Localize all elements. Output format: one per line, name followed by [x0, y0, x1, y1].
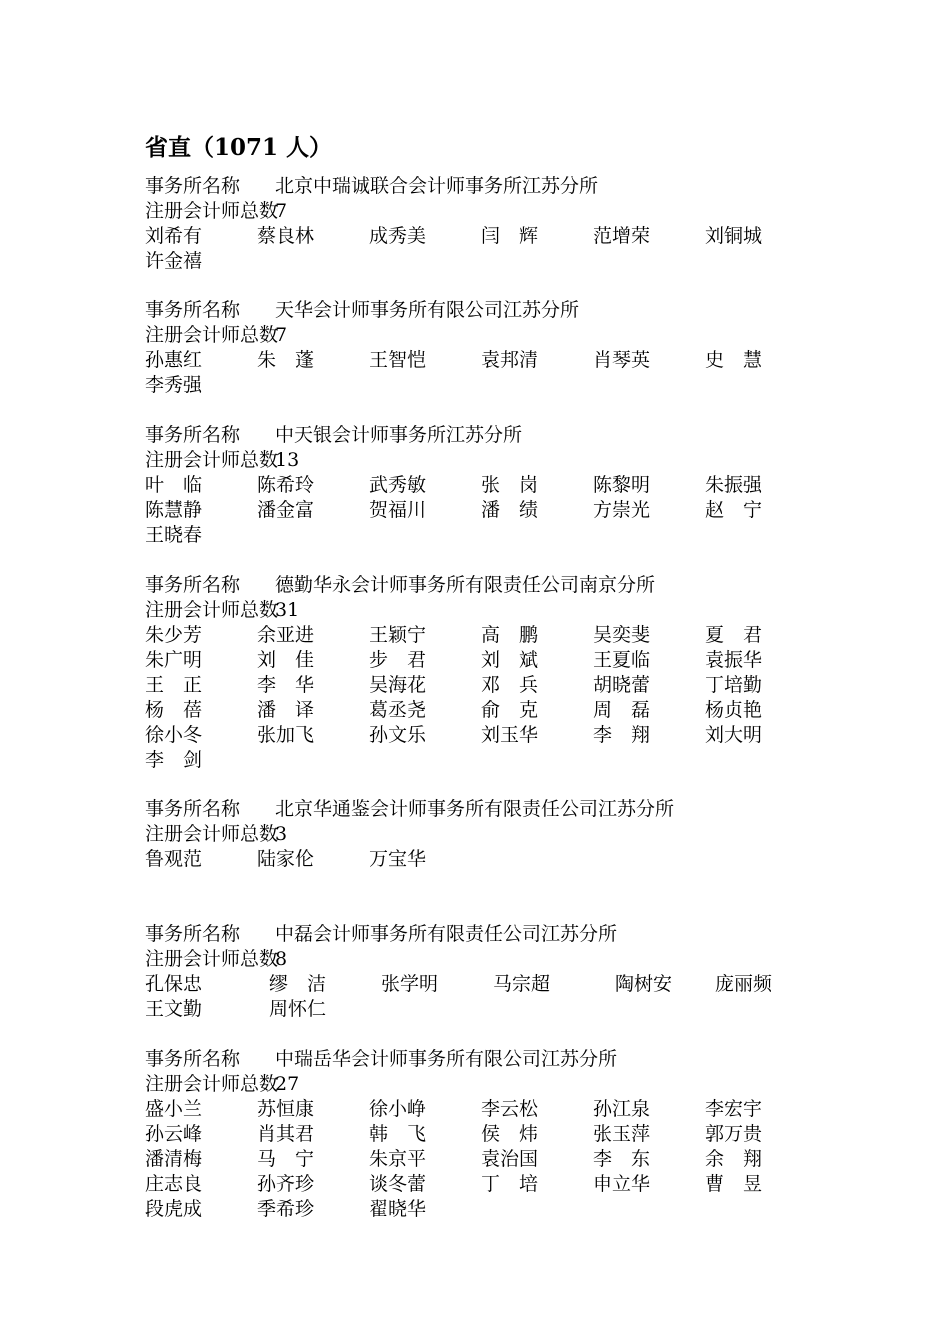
- accountant-name: 刘玉华: [481, 724, 539, 746]
- accountant-name: 李云松: [481, 1098, 539, 1120]
- accountant-name: 盛小兰: [145, 1098, 203, 1120]
- accountant-name: 侯 炜: [481, 1123, 539, 1145]
- firm-name-label: 事务所名称: [145, 798, 241, 820]
- firm-name: 中磊会计师事务所有限责任公司江苏分所: [275, 923, 618, 945]
- name-row: [145, 1172, 845, 1197]
- accountant-name: 王智恺: [369, 349, 427, 371]
- accountant-name: 鲁观范: [145, 848, 203, 870]
- accountant-name: 王晓春: [145, 524, 203, 546]
- cpa-count: 31: [275, 599, 300, 621]
- accountant-name: 谈冬蕾: [369, 1173, 427, 1195]
- name-row: [145, 498, 845, 523]
- name-row: [145, 473, 845, 498]
- accountant-name: 武秀敏: [369, 474, 427, 496]
- cpa-count: 7: [275, 200, 288, 222]
- accountant-name: 马宗超: [493, 973, 551, 995]
- accountant-name: 周怀仁: [269, 998, 327, 1020]
- cpa-count: 13: [275, 449, 300, 471]
- name-row: [145, 523, 845, 548]
- accountant-name: 夏 君: [705, 624, 763, 646]
- name-row: [145, 673, 845, 698]
- name-row: [145, 847, 845, 872]
- accountant-name: 孙齐珍: [257, 1173, 315, 1195]
- accountant-name: 孙江泉: [593, 1098, 651, 1120]
- firm-name-label: 事务所名称: [145, 1048, 241, 1070]
- name-row: [145, 249, 845, 274]
- cpa-count-line: [145, 448, 845, 473]
- cpa-count-label: 注册会计师总数: [145, 449, 279, 471]
- accountant-name: 邓 兵: [481, 674, 539, 696]
- accountant-name: 李秀强: [145, 374, 203, 396]
- accountant-name: 张学明: [381, 973, 439, 995]
- firm-name-line: [145, 1047, 845, 1072]
- accountant-name: 陶树安: [615, 973, 673, 995]
- accountant-name: 孔保忠: [145, 973, 203, 995]
- accountant-name: 郭万贵: [705, 1123, 763, 1145]
- name-row: [145, 723, 845, 748]
- name-row: [145, 748, 845, 773]
- firm-name-line: [145, 797, 845, 822]
- name-row: [145, 623, 845, 648]
- accountant-name: 贺福川: [369, 499, 427, 521]
- cpa-count-label: 注册会计师总数: [145, 948, 279, 970]
- accountant-name: 李 华: [257, 674, 315, 696]
- accountant-name: 陈黎明: [593, 474, 651, 496]
- firm-name: 天华会计师事务所有限公司江苏分所: [275, 299, 580, 321]
- accountant-name: 段虎成: [145, 1198, 203, 1220]
- accountant-name: 潘金富: [257, 499, 315, 521]
- accountant-name: 张加飞: [257, 724, 315, 746]
- firm-name-label: 事务所名称: [145, 424, 241, 446]
- cpa-count-line: [145, 822, 845, 847]
- accountant-name: 刘希有: [145, 225, 203, 247]
- accountant-name: 陈希玲: [257, 474, 315, 496]
- cpa-count: 8: [275, 948, 288, 970]
- accountant-name: 马 宁: [257, 1148, 315, 1170]
- accountant-name: 朱京平: [369, 1148, 427, 1170]
- firm-block: [145, 174, 845, 274]
- name-row: [145, 1097, 845, 1122]
- accountant-name: 张 岗: [481, 474, 539, 496]
- accountant-name: 闫 辉: [481, 225, 539, 247]
- accountant-name: 王夏临: [593, 649, 651, 671]
- accountant-name: 杨 蓓: [145, 699, 203, 721]
- accountant-name: 王 正: [145, 674, 203, 696]
- accountant-name: 刘 斌: [481, 649, 539, 671]
- accountant-name: 王颖宁: [369, 624, 427, 646]
- accountant-name: 袁振华: [705, 649, 763, 671]
- firm-name: 北京中瑞诚联合会计师事务所江苏分所: [275, 175, 599, 197]
- firm-block: [145, 1047, 845, 1222]
- accountant-name: 季希珍: [257, 1198, 315, 1220]
- firm-block: [145, 922, 845, 1022]
- cpa-count-label: 注册会计师总数: [145, 324, 279, 346]
- accountant-name: 陆家伦: [257, 848, 315, 870]
- accountant-name: 赵 宁: [705, 499, 763, 521]
- accountant-name: 吴海花: [369, 674, 427, 696]
- accountant-name: 曹 昱: [705, 1173, 763, 1195]
- accountant-name: 刘大明: [705, 724, 763, 746]
- accountant-name: 俞 克: [481, 699, 539, 721]
- firm-name: 德勤华永会计师事务所有限责任公司南京分所: [275, 574, 656, 596]
- accountant-name: 方崇光: [593, 499, 651, 521]
- cpa-count-line: [145, 598, 845, 623]
- accountant-name: 潘 译: [257, 699, 315, 721]
- accountant-name: 陈慧静: [145, 499, 203, 521]
- firm-name-line: [145, 423, 845, 448]
- accountant-name: 王文勤: [145, 998, 203, 1020]
- firm-name-label: 事务所名称: [145, 923, 241, 945]
- firm-name-line: [145, 573, 845, 598]
- accountant-name: 张玉萍: [593, 1123, 651, 1145]
- accountant-name: 步 君: [369, 649, 427, 671]
- firm-block: [145, 797, 845, 872]
- firm-name-label: 事务所名称: [145, 175, 241, 197]
- cpa-count-line: [145, 199, 845, 224]
- accountant-name: 缪 洁: [269, 973, 327, 995]
- firm-name-line: [145, 922, 845, 947]
- accountant-name: 成秀美: [369, 225, 427, 247]
- accountant-name: 周 磊: [593, 699, 651, 721]
- accountant-name: 苏恒康: [257, 1098, 315, 1120]
- firm-name-label: 事务所名称: [145, 574, 241, 596]
- accountant-name: 胡晓蕾: [593, 674, 651, 696]
- name-row: [145, 1147, 845, 1172]
- firm-name-line: [145, 298, 845, 323]
- accountant-name: 李 东: [593, 1148, 651, 1170]
- accountant-name: 丁 培: [481, 1173, 539, 1195]
- cpa-count-label: 注册会计师总数: [145, 823, 279, 845]
- accountant-name: 杨贞艳: [705, 699, 763, 721]
- accountant-name: 肖琴英: [593, 349, 651, 371]
- accountant-name: 李 翔: [593, 724, 651, 746]
- cpa-count: 27: [275, 1073, 300, 1095]
- accountant-name: 朱 蓬: [257, 349, 315, 371]
- name-row: [145, 348, 845, 373]
- accountant-name: 余 翔: [705, 1148, 763, 1170]
- section-heading: 省直（1071 人）: [145, 134, 333, 161]
- accountant-name: 孙云峰: [145, 1123, 203, 1145]
- name-row: [145, 1197, 845, 1222]
- accountant-name: 许金禧: [145, 250, 203, 272]
- accountant-name: 吴奕斐: [593, 624, 651, 646]
- accountant-name: 翟晓华: [369, 1198, 427, 1220]
- name-row: [145, 972, 845, 997]
- firm-block: [145, 298, 845, 398]
- firm-block: [145, 573, 845, 773]
- accountant-name: 李 剑: [145, 749, 203, 771]
- accountant-name: 孙惠红: [145, 349, 203, 371]
- cpa-count-label: 注册会计师总数: [145, 599, 279, 621]
- accountant-name: 范增荣: [593, 225, 651, 247]
- accountant-name: 余亚进: [257, 624, 315, 646]
- accountant-name: 袁治国: [481, 1148, 539, 1170]
- name-row: [145, 997, 845, 1022]
- cpa-count-label: 注册会计师总数: [145, 1073, 279, 1095]
- accountant-name: 朱振强: [705, 474, 763, 496]
- accountant-name: 韩 飞: [369, 1123, 427, 1145]
- name-row: [145, 373, 845, 398]
- firm-name: 北京华通鉴会计师事务所有限责任公司江苏分所: [275, 798, 675, 820]
- accountant-name: 高 鹏: [481, 624, 539, 646]
- name-row: [145, 1122, 845, 1147]
- name-row: [145, 224, 845, 249]
- accountant-name: 刘 佳: [257, 649, 315, 671]
- accountant-name: 史 慧: [705, 349, 763, 371]
- firm-name-label: 事务所名称: [145, 299, 241, 321]
- firm-block: [145, 423, 845, 548]
- accountant-name: 朱少芳: [145, 624, 203, 646]
- accountant-name: 万宝华: [369, 848, 427, 870]
- firm-name: 中天银会计师事务所江苏分所: [275, 424, 523, 446]
- accountant-name: 潘清梅: [145, 1148, 203, 1170]
- accountant-name: 葛丞尧: [369, 699, 427, 721]
- accountant-name: 朱广明: [145, 649, 203, 671]
- accountant-name: 潘 绩: [481, 499, 539, 521]
- cpa-count-line: [145, 947, 845, 972]
- accountant-name: 申立华: [593, 1173, 651, 1195]
- cpa-count-line: [145, 323, 845, 348]
- cpa-count-label: 注册会计师总数: [145, 200, 279, 222]
- cpa-count: 3: [275, 823, 288, 845]
- accountant-name: 孙文乐: [369, 724, 427, 746]
- accountant-name: 丁培勤: [705, 674, 763, 696]
- accountant-name: 徐小冬: [145, 724, 203, 746]
- name-row: [145, 648, 845, 673]
- accountant-name: 袁邦清: [481, 349, 539, 371]
- accountant-name: 庞丽频: [715, 973, 773, 995]
- accountant-name: 肖其君: [257, 1123, 315, 1145]
- accountant-name: 蔡良林: [257, 225, 315, 247]
- cpa-count-line: [145, 1072, 845, 1097]
- firm-name-line: [145, 174, 845, 199]
- cpa-count: 7: [275, 324, 288, 346]
- accountant-name: 刘铜城: [705, 225, 763, 247]
- accountant-name: 庄志良: [145, 1173, 203, 1195]
- name-row: [145, 698, 845, 723]
- accountant-name: 叶 临: [145, 474, 203, 496]
- accountant-name: 徐小峥: [369, 1098, 427, 1120]
- firm-name: 中瑞岳华会计师事务所有限公司江苏分所: [275, 1048, 618, 1070]
- accountant-name: 李宏宇: [705, 1098, 763, 1120]
